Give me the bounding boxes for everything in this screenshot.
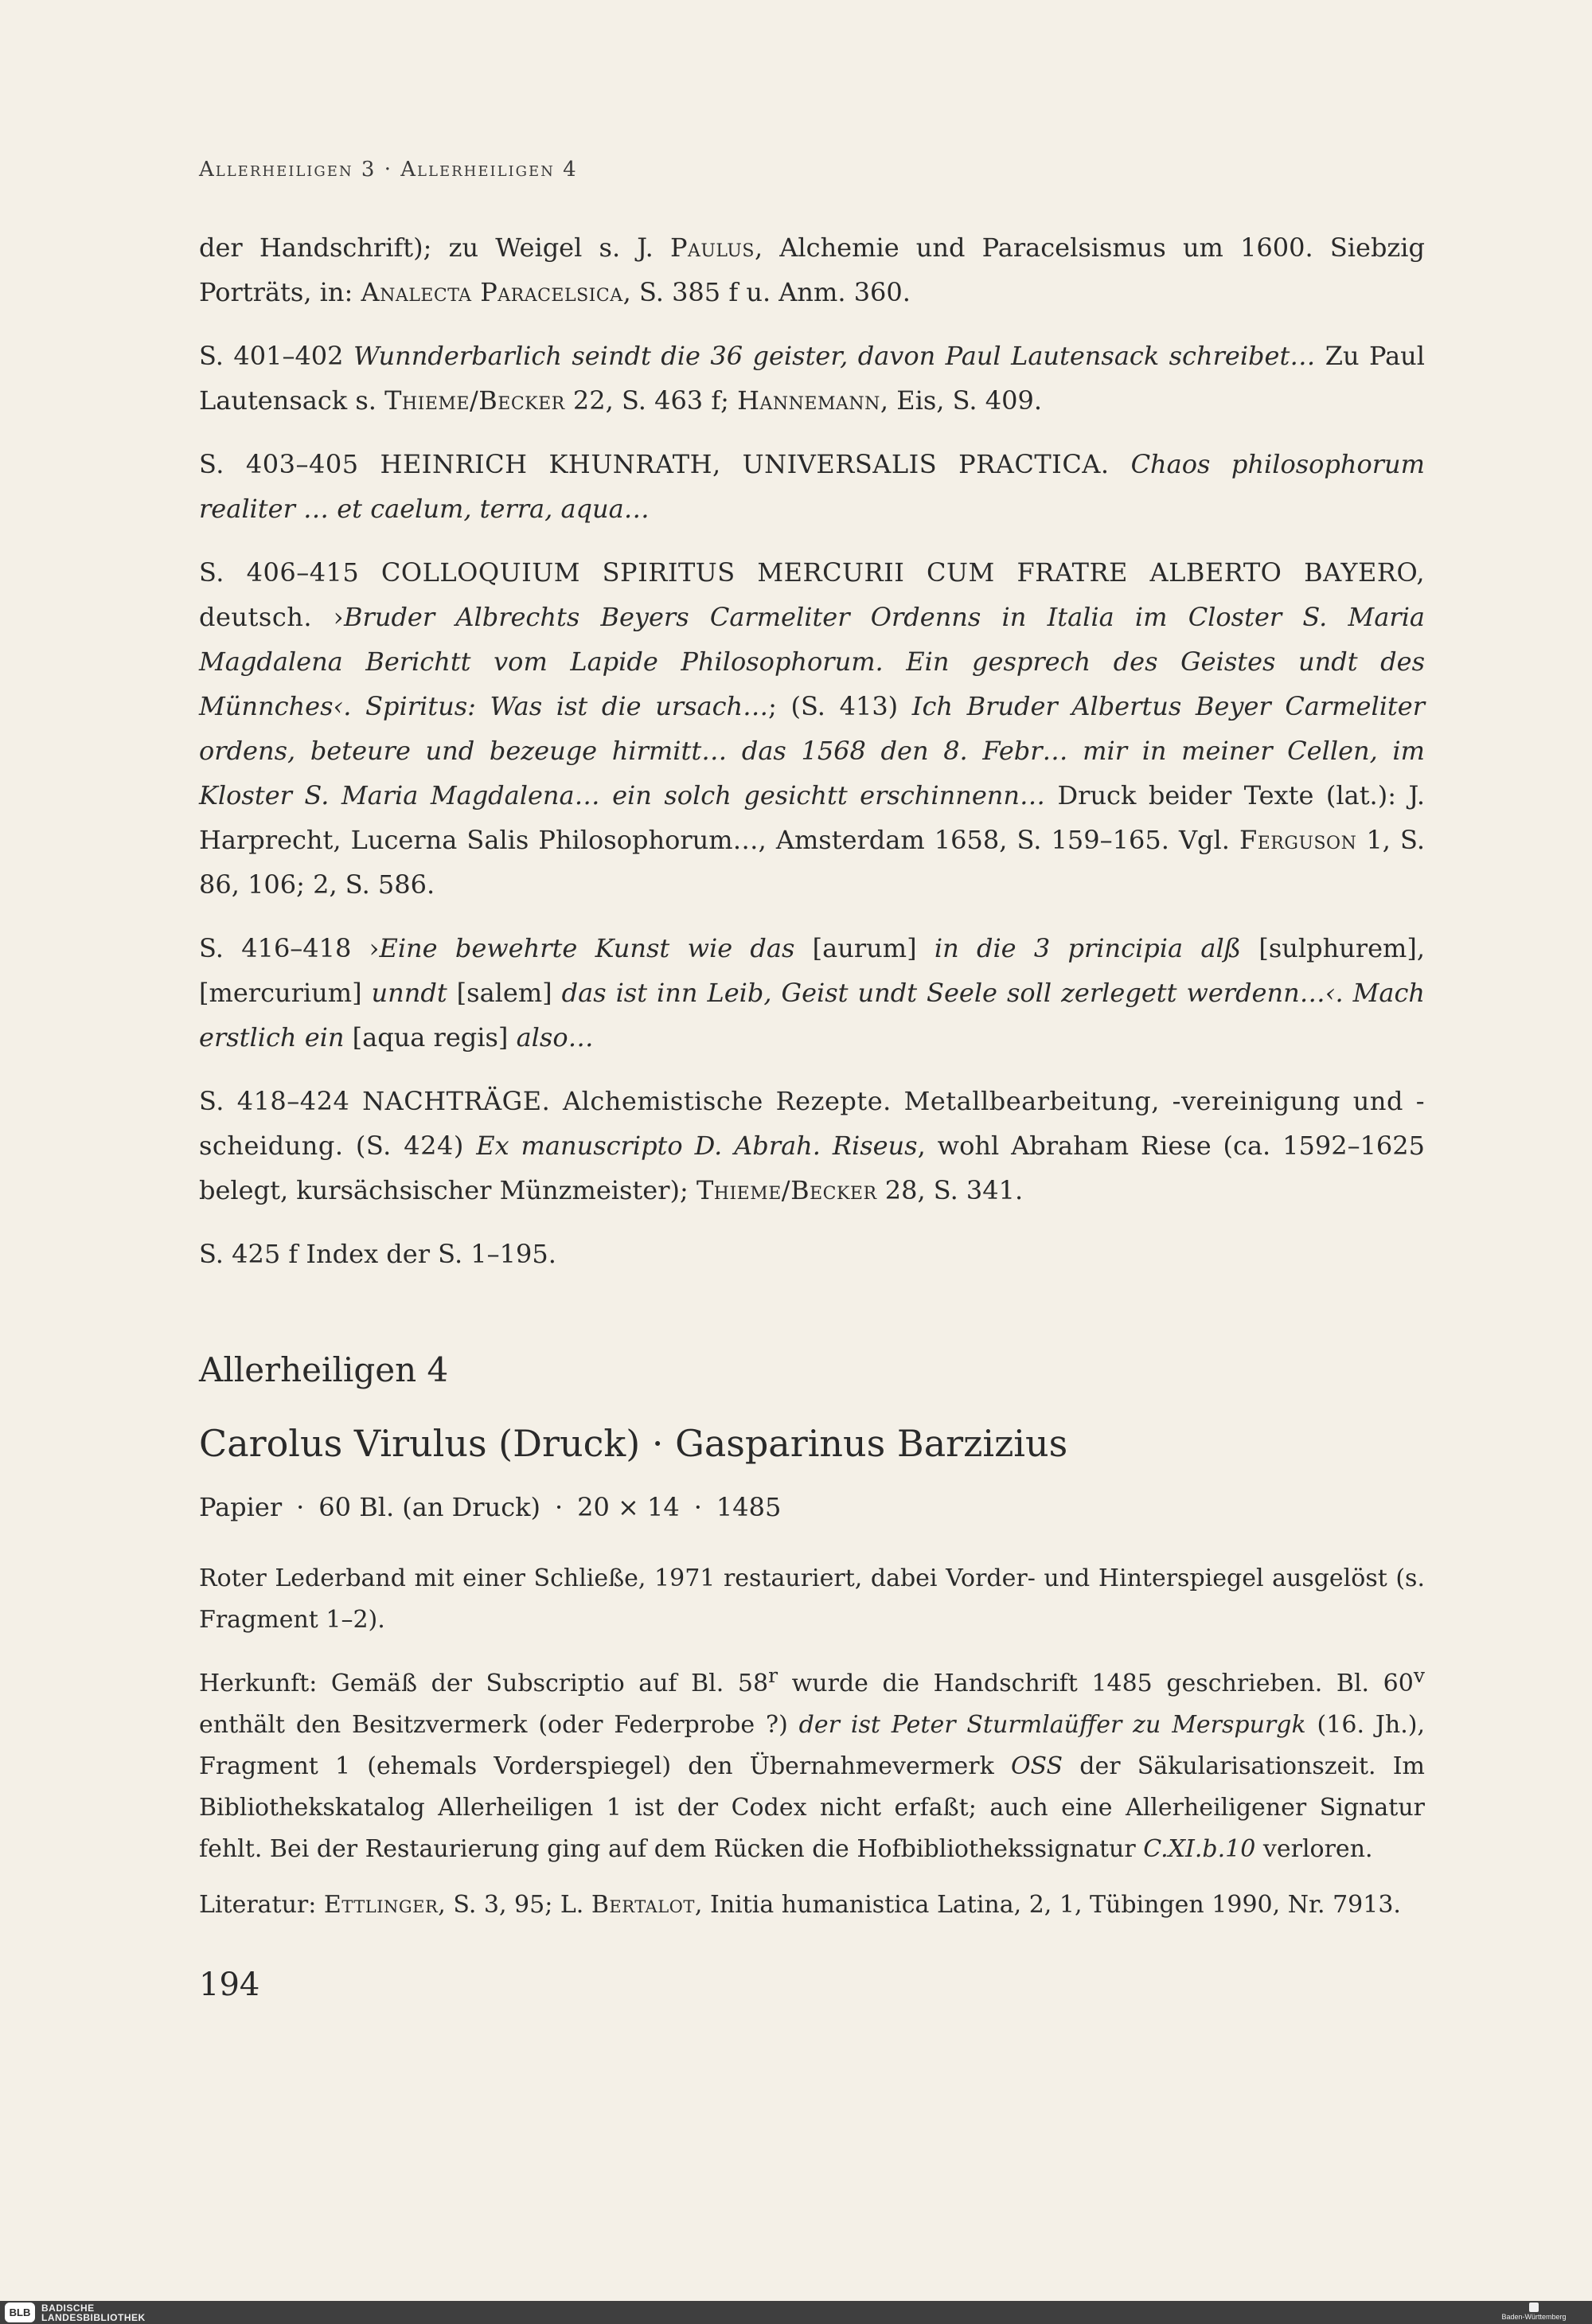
page-content [199, 147, 1425, 2007]
binding-description: Roter Lederband mit einer Schließe, 1971 restauriert, dabei Vorder- und Hinterspiegel ausgelöst (s. Fragment 1–2). [199, 1564, 1425, 1634]
leaf-count: 60 Bl. (an Druck) [318, 1492, 540, 1522]
entry-text: Druck beider Texte (lat.): J. Harprecht, Lucerna Salis Philosophorum…, Amsterdam 1658, S. 159–165. Vgl. [199, 780, 1426, 855]
running-head: Allerheiligen 3 · Allerheiligen 4 [199, 158, 578, 182]
quoted-incipit: in die 3 principia alß [934, 933, 1242, 963]
author-name: Ferguson [1239, 825, 1357, 855]
separator: · [296, 1492, 305, 1522]
entry-text: Herkunft: Gemäß der Subscriptio auf Bl. 58 [199, 1670, 769, 1697]
entry-text: , Alchemie und Paracelsismus um 1600. Siebzig Porträts, in: [199, 232, 1425, 307]
entry-paragraph [199, 550, 1425, 907]
dimensions: 20 × 14 [577, 1492, 680, 1522]
entry-text: Literatur: [199, 1891, 324, 1919]
quoted-incipit: unndt [371, 978, 447, 1008]
separator: · [693, 1492, 702, 1522]
author-name: Hannemann [737, 385, 880, 416]
entry-paragraph [199, 225, 1425, 314]
state-label: Baden-Württemberg [1501, 2313, 1567, 2321]
entry-text: S. 418–424 NACHTRÄGE. Alchemistische Rezepte. Metallbearbeitung, -vereinigung und -scheidung. (S. 424) [199, 1086, 1425, 1161]
author-name: Thieme/Becker [384, 385, 565, 416]
entry-text: 1, S. 86, 106; 2, S. 586. [199, 825, 1426, 900]
entry-text: wurde die Handschrift 1485 geschrieben. Bl. 60 [778, 1670, 1414, 1697]
literature-paragraph [199, 1885, 1425, 1926]
footer-bar [0, 2301, 1592, 2324]
entry-text: der Handschrift); zu Weigel s. J. [199, 232, 670, 263]
entry-paragraph [199, 926, 1425, 1060]
entry-text: S. 406–415 COLLOQUIUM SPIRITUS MERCURII CUM FRATRE ALBERTO BAYERO, deutsch. › [199, 557, 1425, 632]
entry-text: (16. Jh.), Fragment 1 (ehemals Vorderspiegel) den Übernahmevermerk [199, 1711, 1425, 1780]
entry-text: S. 425 f Index der S. 1–195. [199, 1239, 556, 1269]
entry-paragraph [199, 1232, 1425, 1276]
quoted-incipit: also… [516, 1022, 594, 1053]
entry-text: S. 403–405 HEINRICH KHUNRATH, UNIVERSALIS PRACTICA. [199, 449, 1131, 479]
quoted-incipit: das ist inn Leib, Geist undt Seele soll zerlegett werdenn…‹. Mach erstlich ein [199, 978, 1426, 1053]
ownership-note: der ist Peter Sturmlaüffer zu Merspurgk [798, 1711, 1306, 1739]
section-title: Allerheiligen 4 [199, 1350, 449, 1389]
library-name-line1: BADISCHE [41, 2303, 95, 2314]
quoted-incipit: Chaos philosophorum realiter … et caelum, terra, aqua… [199, 449, 1426, 524]
shelfmark: C.XI.b.10 [1143, 1835, 1256, 1863]
entry-text: S. 416–418 › [199, 933, 380, 963]
verso-mark: v [1413, 1664, 1425, 1687]
entry-text: verloren. [1255, 1835, 1373, 1863]
quoted-incipit: Ex manuscripto D. Abrah. Riseus [476, 1131, 918, 1161]
author-name: Bertalot [591, 1891, 695, 1919]
entry-text: [aurum] [794, 933, 935, 963]
author-name: Paulus [669, 232, 755, 263]
separator: · [554, 1492, 564, 1522]
entry-text: , wohl Abraham Riese (ca. 1592–1625 belegt, kursächsischer Münzmeister); [199, 1131, 1426, 1205]
entry-paragraph [199, 442, 1425, 531]
entry-text: [sulphurem], [mercurium] [199, 933, 1426, 1008]
entry-text: enthält den Besitzvermerk (oder Federprobe ?) [199, 1711, 799, 1739]
provenance-paragraph [199, 1655, 1425, 1870]
entry-text: [aqua regis] [344, 1022, 517, 1053]
entry-text: ; (S. 413) [768, 691, 912, 721]
entry-text: [salem] [447, 978, 562, 1008]
entry-paragraph [199, 1079, 1425, 1213]
entry-paragraph [199, 334, 1425, 423]
date: 1485 [716, 1492, 782, 1522]
section-subtitle: Carolus Virulus (Druck) · Gasparinus Barzizius [199, 1422, 1068, 1465]
library-name-line2: LANDESBIBLIOTHEK [41, 2312, 146, 2323]
author-name: Thieme/Becker [696, 1175, 877, 1205]
entry-text: , S. 385 f u. Anm. 360. [622, 277, 911, 307]
material: Papier [199, 1492, 283, 1522]
entry-text: Zu Paul Lautensack s. [199, 341, 1426, 416]
state-mark[interactable] [1482, 2303, 1586, 2322]
quoted-incipit: Ich Bruder Albertus Beyer Carmeliter ordens, beteure und bezeuge hirmitt… das 1568 den 8. Febr… mir in meiner Cellen, im Kloster S. Maria Magdalena… ein solch gesichtt erschinnenn… [199, 691, 1426, 810]
entry-text: 28, S. 341. [876, 1175, 1024, 1205]
page-number: 194 [199, 1967, 260, 2003]
work-title: Analecta Paracelsica [361, 277, 623, 307]
physical-description [199, 1485, 1425, 1529]
entry-text: , Eis, S. 409. [880, 385, 1042, 416]
quoted-incipit: Bruder Albrechts Beyers Carmeliter Ordenns in Italia im Closter S. Maria Magdalena Berichtt vom Lapide Philosophorum. Ein gesprech des Geistes undt des Münnches‹. Spiritus: Was ist die ursach… [199, 602, 1425, 721]
state-crest-icon [1529, 2303, 1539, 2312]
manuscript-section [199, 1346, 1425, 1926]
entry-text: , Initia humanistica Latina, 2, 1, Tübingen 1990, Nr. 7913. [694, 1891, 1401, 1919]
entry-text: S. 401–402 [199, 341, 353, 371]
entry-text: , S. 3, 95; L. [438, 1891, 591, 1919]
quoted-incipit: Eine bewehrte Kunst wie das [379, 933, 795, 963]
library-logo-icon[interactable]: BLB [5, 2303, 35, 2322]
recto-mark: r [768, 1664, 778, 1687]
entry-text: der Säkularisationszeit. Im Bibliothekskatalog Allerheiligen 1 ist der Codex nicht erfaßt; auch eine Allerheiligener Signatur fehlt. Bei der Restaurierung ging auf dem Rücken die Hofbibliothekssignatur [199, 1752, 1426, 1863]
transfer-mark: OSS [1010, 1752, 1063, 1780]
entry-text: 22, S. 463 f; [564, 385, 738, 416]
author-name: Ettlinger [323, 1891, 439, 1919]
library-name[interactable] [41, 2303, 146, 2322]
quoted-incipit: Wunnderbarlich seindt die 36 geister, davon Paul Lautensack schreibet… [353, 341, 1316, 371]
